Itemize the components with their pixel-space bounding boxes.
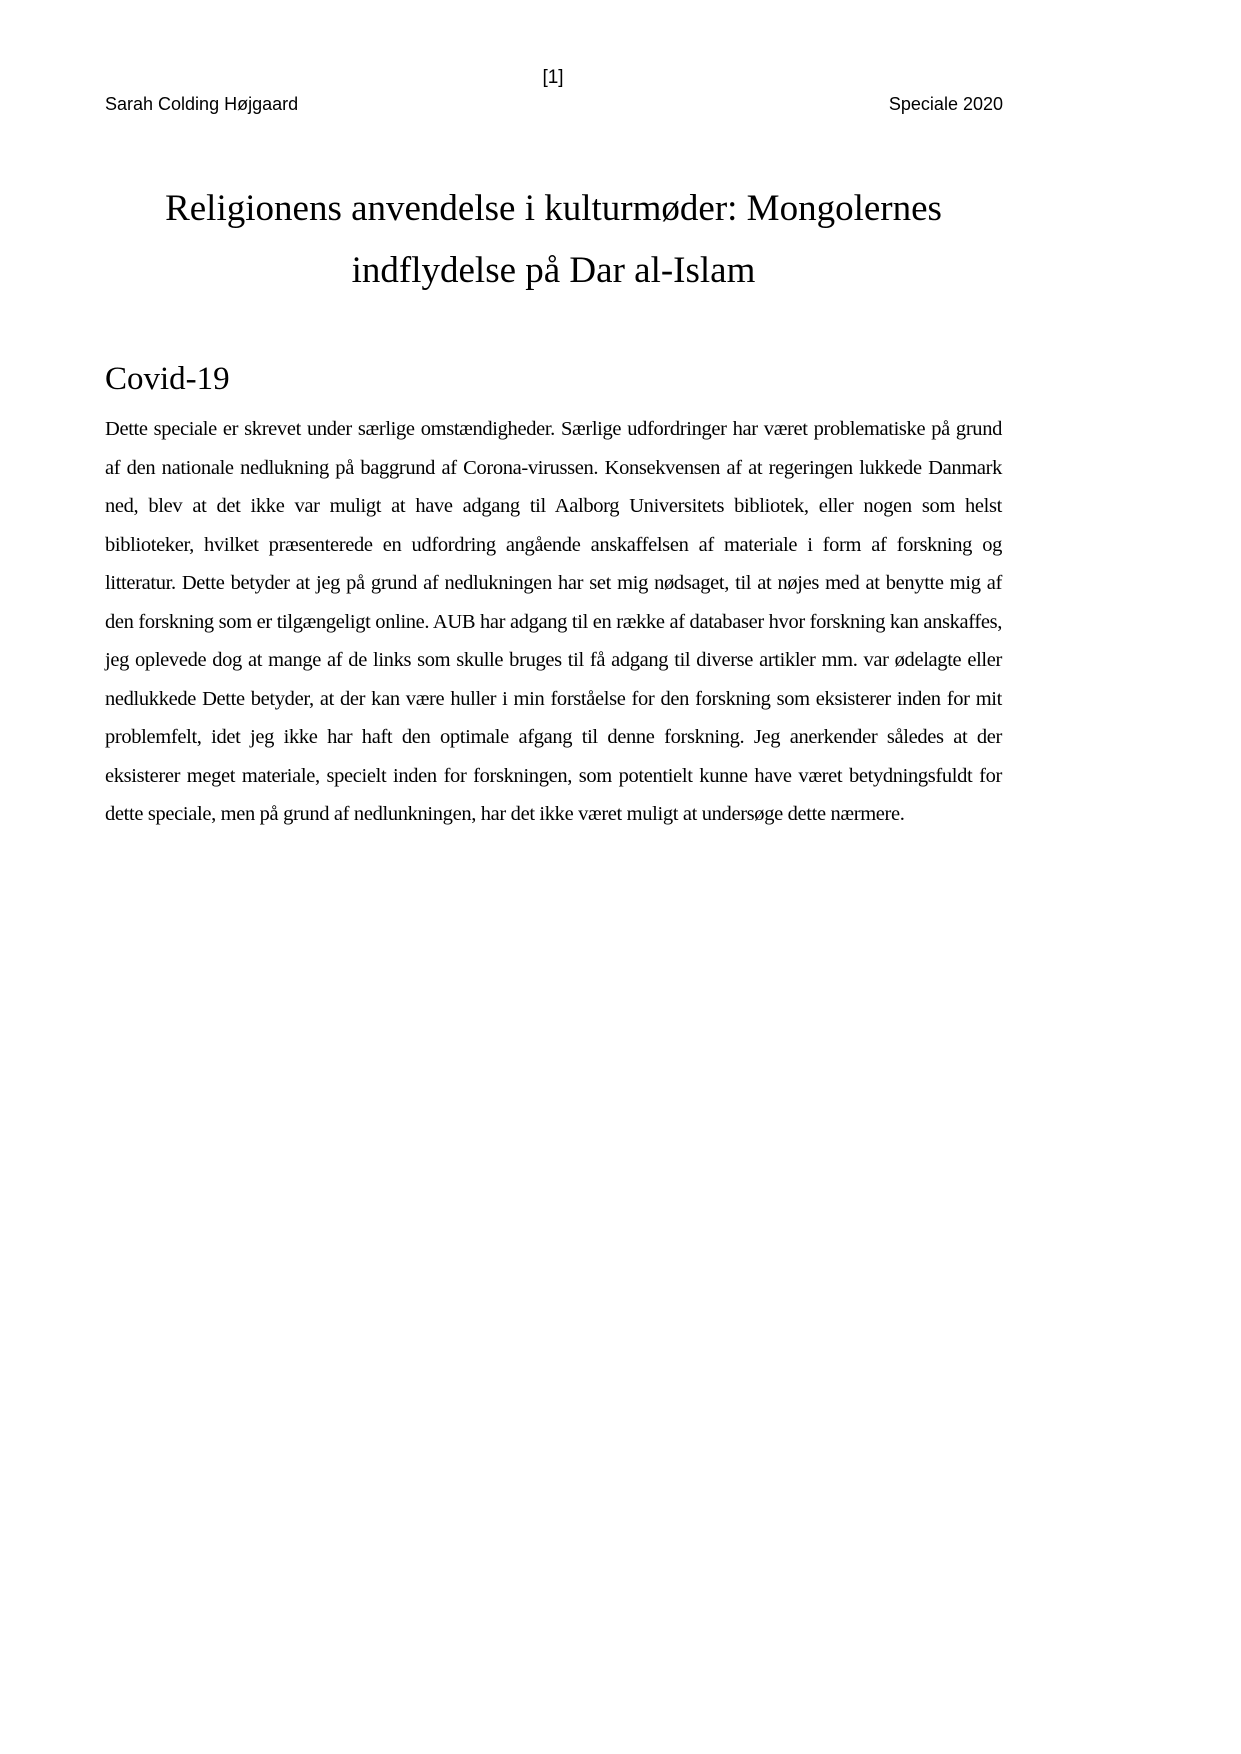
header-document-label: Speciale 2020: [888, 94, 1003, 114]
section-heading: Covid-19: [105, 361, 230, 397]
body-paragraph: Dette speciale er skrevet under særlige omstændigheder. Særlige udfordringer har været problematiske på grund af den nationale nedlukning på baggrund af Corona-virussen. Konsekvensen af at regeringen lukkede Danmark ned, blev at det ikke var muligt at have adgang til Aalborg Universitets bibliotek, eller nogen som helst biblioteker, hvilket præsenterede en udfordring angående anskaffelsen af materiale i form af forskning og litteratur. Dette betyder at jeg på grund af nedlukningen har set mig nødsaget, til at nøjes med at benytte mig af den forskning som er tilgængeligt online. AUB har adgang til en række af databaser hvor forskning kan anskaffes, jeg oplevede dog at mange af de links som skulle bruges til få adgang til diverse artikler mm. var ødelagte eller nedlukkede Dette betyder, at der kan være huller i min forståelse for den forskning som eksisterer inden for mit problemfelt, idet jeg ikke har haft den optimale afgang til denne forskning. Jeg anerkender således at der eksisterer meget materiale, specielt inden for forskningen, som potentielt kunne have været betydningsfuldt for dette speciale, men på grund af nedlunkningen, har det ikke været muligt at undersøge dette nærmere.: [105, 418, 1002, 825]
document-title-line-1: Religionens anvendelse i kulturmøder: Mongolernes: [165, 188, 942, 229]
page-number: [1]: [542, 67, 564, 88]
header-author: Sarah Colding Højgaard: [105, 94, 299, 114]
document-title-line-2: indflydelse på Dar al-Islam: [351, 250, 756, 291]
document-title: [105, 178, 1002, 302]
